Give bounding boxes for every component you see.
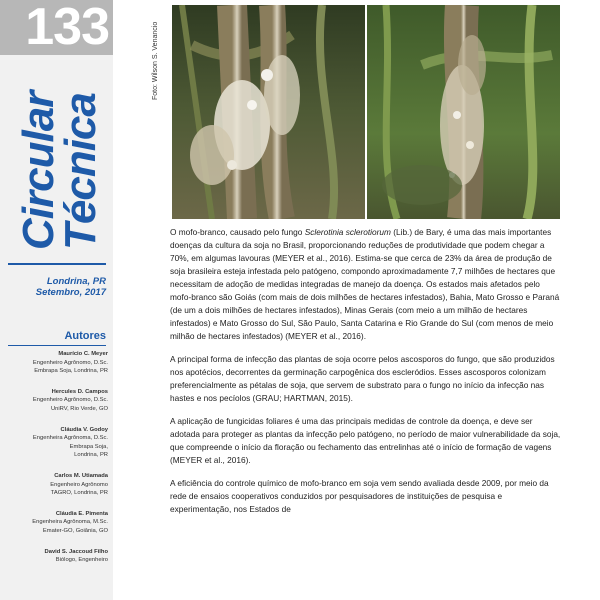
author-name: Maurício C. Meyer (58, 351, 108, 357)
series-number: 133 (0, 0, 113, 55)
author-affiliation: Embrapa Soja, Londrina, PR (34, 368, 108, 375)
date: Setembro, 2017 (35, 287, 106, 298)
series-title-line2: Técnica (56, 93, 105, 250)
author-affiliation: Engenheira Agrônoma, D.Sc. (32, 435, 108, 442)
author (2, 388, 108, 414)
author-name: David S. Jaccoud Filho (44, 548, 108, 555)
species-name: Sclerotinia sclerotiorum (304, 227, 391, 237)
soybean-stem-photo (172, 5, 560, 219)
sidebar (0, 0, 113, 600)
paragraph-1 (170, 226, 562, 343)
author (2, 350, 108, 376)
paragraph-2: A principal forma de infecção das plantas de soja ocorre pelos ascosporos do fungo, que são produzidos nos apotécios, decorrentes da germinação carpogênica dos escleródios. Esses ascosporos colonizam preferencialmente as pétalas de soja, que servem de substrato para o fungo no início da infecção nas hastes e nos pecíolos (GRAU; HARTMAN, 2015). (170, 354, 555, 403)
author-affiliation: Engenheiro Agrônomo, D.Sc. (32, 359, 108, 366)
author-name: Carlos M. Utiamada (54, 472, 108, 479)
photo-credit: Foto: Wilson S. Venancio (152, 21, 159, 100)
cover-photo (172, 5, 560, 219)
author (2, 510, 108, 536)
author-affiliation: Londrina, PR (74, 452, 108, 459)
author-affiliation: Engenheiro Agrônomo (50, 481, 108, 488)
paragraph-1-intro: O mofo-branco, causado pelo fungo (170, 227, 305, 237)
place-date (4, 276, 106, 298)
author-affiliation: Emater-GO, Goiânia, GO (42, 527, 108, 534)
authors-heading: Autores (64, 330, 106, 342)
author (2, 472, 108, 498)
author (2, 548, 108, 565)
place: Londrina, PR (46, 276, 106, 287)
paragraph-1-text: (Lib.) de Bary, é uma das mais importantes doenças da cultura da soja no Brasil, proporcionando reduções de produtividade que podem chegar a 70%, em algumas lavouras (MEYER et al., 2016). Estima-se que cerca de 23% da área de produção de soja brasileira esteja infestada pelo patógeno, compondo aproximadamente 7,7 milhões de hectares que necessitam de adoção de medidas integradas de manejo da doença. Os estados mais afetados pelo mofo-branco são Goiás (com mais de dois milhões de hectares infestados), Bahia, Mato Grosso e Paraná (de um a dois milhões de hectares infestados), Minas Gerais (com meio a um milhão de hectares infestados) e Mato Grosso do Sul, São Paulo, Santa Catarina e Rio Grande do Sul (com menos de meio milhão de hectares infestados) (MEYER et al., 2016). (170, 227, 560, 341)
series-title-line1: Circular (14, 91, 63, 250)
paragraph-4: A eficiência do controle químico de mofo-branco em soja vem sendo avaliada desde 2009, por meio da rede de ensaios cooperativos conduzidos por pesquisadores de instituições de pesquisa e experimentação, nos Estados de (170, 478, 549, 514)
author-name: Cláudia V. Godoy (60, 426, 108, 433)
author-affiliation: Embrapa Soja, (69, 443, 108, 450)
author (2, 426, 108, 460)
author-name: Hercules D. Campos (51, 388, 108, 395)
series-title (14, 60, 108, 250)
paragraph-3: A aplicação de fungicidas foliares é uma das principais medidas de controle da doença, e deve ser adotada para proteger as plantas da infecção pelo patógeno, no período de maior vulnerabilidade da soja, que compreende o início da floração ou fechamento das entrelinhas até o início de formação de vagens (MEYER et al., 2016). (170, 416, 561, 465)
article-body (170, 226, 562, 526)
authors-divider (8, 345, 106, 346)
author-affiliation: TAGRO, Londrina, PR (50, 490, 108, 497)
author-affiliation: Engenheiro Agrônomo, D.Sc. (32, 397, 108, 404)
author-name: Cláudia E. Pimenta (55, 510, 108, 517)
author-affiliation: Biólogo, Engenheiro (55, 557, 108, 564)
authors-list (2, 350, 108, 577)
title-divider (8, 263, 106, 265)
author-affiliation: UniRV, Rio Verde, GO (50, 405, 108, 412)
author-affiliation: Engenheira Agrônoma, M.Sc. (32, 519, 108, 526)
